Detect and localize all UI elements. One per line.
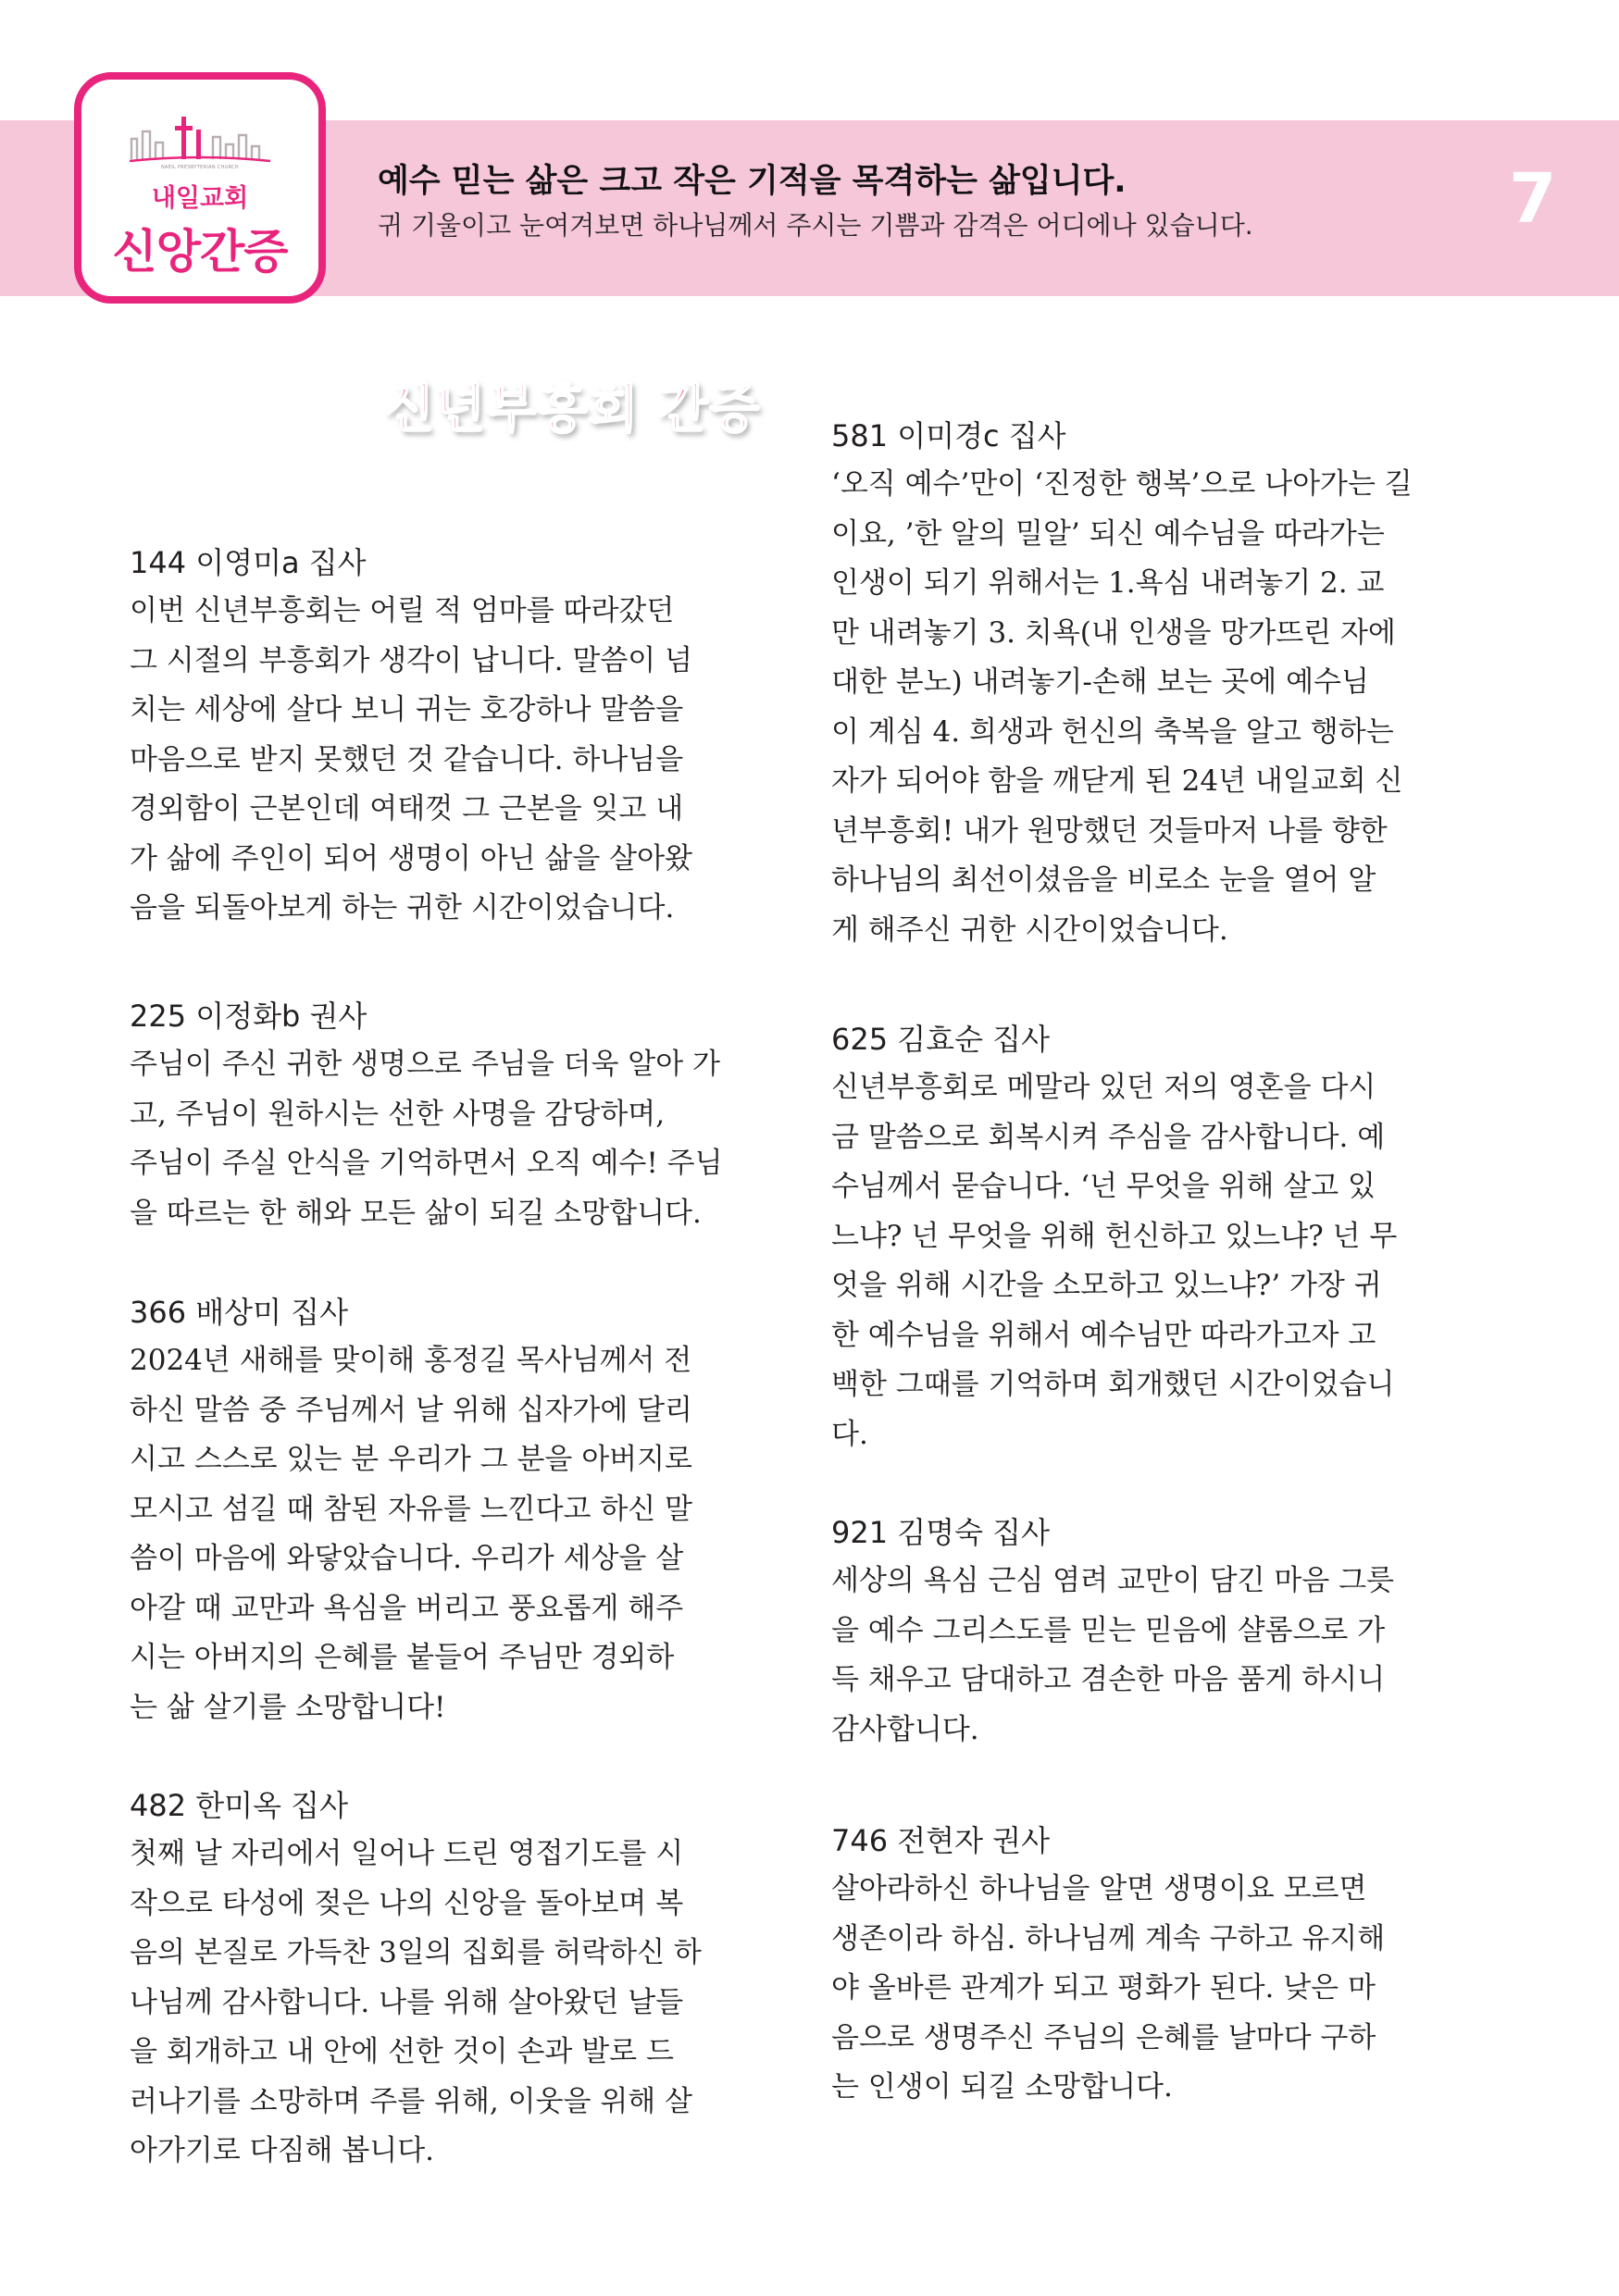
- testimony-line: 가 삶에 주인이 되어 생명이 아닌 삶을 살아왔: [130, 841, 693, 875]
- testimony-author: 144 이영미a 집사: [130, 545, 367, 580]
- testimony-line: 치는 세상에 살다 보니 귀는 호강하나 말씀을: [130, 693, 684, 726]
- testimony-line: 나님께 감사합니다. 나를 위해 살아왔던 날들: [130, 1985, 684, 2019]
- testimony-line: 이번 신년부흥회는 어릴 적 엄마를 따라갔던: [130, 594, 675, 627]
- testimony-line: 년부흥회! 내가 원망했던 것들마저 나를 향한: [831, 813, 1388, 848]
- testimony-line: 감사합니다.: [831, 1712, 979, 1746]
- testimony-line: 을 회개하고 내 안에 선한 것이 손과 발로 드: [130, 2035, 674, 2068]
- testimony-text: [831, 1557, 1470, 1755]
- testimony-line: 시고 스스로 있는 분 우리가 그 분을 아버지로: [130, 1443, 693, 1476]
- testimony-line: 고, 주님이 원하시는 선한 사명을 감당하며,: [130, 1097, 666, 1131]
- header-sub-text: 귀 기울이고 눈여겨보면 하나님께서 주시는 기쁨과 감격은 어디에나 있습니다.: [378, 210, 1253, 241]
- testimony-line: 생존이라 하심. 하나님께 계속 구하고 유지해: [831, 1921, 1386, 1955]
- testimony-line: 작으로 타성에 젖은 나의 신앙을 돌아보며 복: [130, 1886, 684, 1920]
- testimony-author: 746 전현자 권사: [831, 1823, 1050, 1858]
- testimony-entry: [831, 412, 1470, 955]
- testimony-line: 마음으로 받지 못했던 것 같습니다. 하나님을: [130, 742, 684, 776]
- header-main-text: 예수 믿는 삶은 크고 작은 기적을 목격하는 삶입니다.: [378, 163, 1127, 200]
- testimony-line: 경외함이 근본인데 여태껏 그 근본을 잊고 내: [130, 792, 684, 825]
- testimony-line: 주님이 주신 귀한 생명으로 주님을 더욱 알아 가: [130, 1048, 720, 1081]
- testimony-line: 을 예수 그리스도를 믿는 믿음에 샬롬으로 가: [831, 1613, 1386, 1647]
- testimony-line: 엇을 위해 시간을 소모하고 있느냐?’ 가장 귀: [831, 1269, 1382, 1302]
- testimony-entry: [831, 1817, 1470, 2113]
- testimony-line: 음의 본질로 가득찬 3일의 집회를 허락하신 하: [130, 1936, 702, 1969]
- testimony-line: 모시고 섬길 때 참된 자유를 느낀다고 하신 말: [130, 1492, 693, 1526]
- testimony-line: 음을 되돌아보게 하는 귀한 시간이었습니다.: [130, 891, 675, 925]
- testimony-line: 느냐? 넌 무엇을 위해 헌신하고 있느냐? 넌 무: [831, 1219, 1398, 1253]
- testimony-text: [831, 1063, 1470, 1459]
- testimony-text: [831, 460, 1470, 955]
- testimony-line: 게 해주신 귀한 시간이었습니다.: [831, 912, 1228, 947]
- testimony-text: [130, 1040, 768, 1238]
- testimony-author: 921 김명숙 집사: [831, 1515, 1050, 1550]
- testimony-author: 625 김효순 집사: [831, 1022, 1050, 1057]
- testimony-author: 366 배상미 집사: [130, 1295, 348, 1330]
- testimony-line: 살아라하신 하나님을 알면 생명이요 모르면: [831, 1872, 1367, 1905]
- testimony-line: 만 내려놓기 3. 치욕(내 인생을 망가뜨린 자에: [831, 615, 1396, 650]
- testimony-line: 대한 분노) 내려놓기-손해 보는 곳에 예수님: [831, 665, 1369, 699]
- testimony-line: 러나기를 소망하며 주를 위해, 이웃을 위해 살: [130, 2084, 693, 2118]
- testimony-line: 하신 말씀 중 주님께서 날 위해 십자가에 달리: [130, 1393, 693, 1427]
- testimony-line: 야 올바른 관계가 되고 평화가 된다. 낮은 마: [831, 1971, 1376, 2004]
- testimony-line: 이 계심 4. 희생과 헌신의 축복을 알고 행하는: [831, 714, 1394, 749]
- testimony-line: 는 인생이 되길 소망합니다.: [831, 2070, 1173, 2104]
- section-badge: [74, 72, 326, 304]
- testimony-author: 225 이정화b 권사: [130, 999, 367, 1034]
- testimony-line: 아갈 때 교만과 욕심을 버리고 풍요롭게 해주: [130, 1591, 684, 1625]
- testimony-line: 시는 아버지의 은혜를 붙들어 주님만 경외하: [130, 1641, 675, 1674]
- testimony-line: 을 따르는 한 해와 모든 삶이 되길 소망합니다.: [130, 1196, 702, 1230]
- testimony-entry: [130, 539, 768, 934]
- testimony-text: [130, 587, 768, 934]
- testimony-line: 신년부흥회로 메말라 있던 저의 영혼을 다시: [831, 1071, 1376, 1104]
- testimony-line: 득 채우고 담대하고 겸손한 마음 품게 하시니: [831, 1663, 1386, 1696]
- testimony-text: [130, 1336, 768, 1732]
- testimony-entry: [130, 1781, 768, 2177]
- church-skyline-icon: [128, 111, 272, 167]
- testimony-line: 하나님의 최선이셨음을 비로소 눈을 열어 알: [831, 863, 1376, 897]
- logo-subtext: NAEIL PRESBYTERIAN CHURCH: [160, 165, 239, 170]
- testimony-line: 백한 그때를 기억하며 회개했던 시간이었습니: [831, 1368, 1395, 1401]
- page-number: 7: [1509, 159, 1557, 239]
- testimony-line: 자가 되어야 함을 깨닫게 된 24년 내일교회 신: [831, 764, 1403, 798]
- testimony-line: 주님이 주실 안식을 기억하면서 오직 예수! 주님: [130, 1147, 723, 1180]
- testimony-line: 한 예수님을 위해서 예수님만 따라가고자 고: [831, 1318, 1376, 1352]
- testimony-author: 581 이미경c 집사: [831, 418, 1066, 453]
- church-logo: [128, 111, 272, 183]
- testimony-text: [130, 1830, 768, 2177]
- testimony-line: 금 말씀으로 회복시켜 주심을 감사합니다. 예: [831, 1120, 1386, 1154]
- testimony-author: 482 한미옥 집사: [130, 1788, 348, 1823]
- testimony-line: 다.: [831, 1417, 868, 1451]
- testimony-line: 씀이 마음에 와닿았습니다. 우리가 세상을 살: [130, 1542, 684, 1575]
- testimony-line: 아가기로 다짐해 봅니다.: [130, 2134, 435, 2167]
- testimony-line: 음으로 생명주신 주님의 은혜를 날마다 구하: [831, 2020, 1376, 2054]
- testimony-line: 이요, ’한 알의 밀알’ 되신 예수님을 따라가는: [831, 516, 1385, 551]
- testimony-entry: [130, 992, 768, 1238]
- testimony-line: 2024년 새해를 맞이해 홍정길 목사님께서 전: [130, 1344, 692, 1377]
- section-title: 신년부흥회 간증: [384, 379, 761, 440]
- church-name: 내일교회: [151, 184, 249, 213]
- testimony-line: 수님께서 묻습니다. ‘넌 무엇을 위해 살고 있: [831, 1170, 1376, 1203]
- testimony-line: 인생이 되기 위해서는 1.욕심 내려놓기 2. 교: [831, 566, 1385, 600]
- testimony-line: ‘오직 예수’만이 ‘진정한 행복’으로 나아가는 길: [831, 467, 1413, 501]
- testimony-entry: [130, 1288, 768, 1732]
- testimony-line: 첫째 날 자리에서 일어나 드린 영접기도를 시: [130, 1837, 684, 1870]
- testimony-entry: [831, 1015, 1470, 1459]
- testimony-text: [831, 1865, 1470, 2113]
- testimony-entry: [831, 1508, 1470, 1755]
- testimony-line: 는 삶 살기를 소망합니다!: [130, 1690, 446, 1724]
- badge-title: 신앙간증: [112, 225, 288, 279]
- testimony-line: 세상의 욕심 근심 염려 교만이 담긴 마음 그릇: [831, 1564, 1395, 1597]
- testimony-line: 그 시절의 부흥회가 생각이 납니다. 말씀이 넘: [130, 643, 693, 677]
